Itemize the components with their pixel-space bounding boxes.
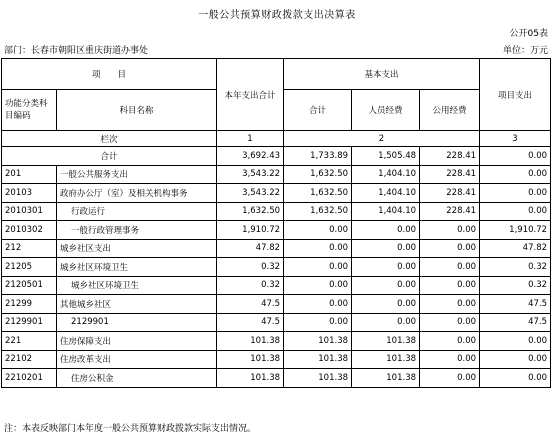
- project-cell: 47.82: [480, 239, 551, 258]
- table-row: [2, 313, 551, 332]
- subtotal-cell: 0.00: [284, 313, 352, 332]
- project-cell: 1,910.72: [480, 221, 551, 240]
- code-cell: 21299: [2, 295, 57, 314]
- code-cell: 2120501: [2, 276, 57, 295]
- subject-name-cell: 2129901: [57, 313, 217, 332]
- code-cell: 221: [2, 332, 57, 351]
- header-item: 项 目: [2, 59, 217, 90]
- table-row: [2, 332, 551, 351]
- code-cell: 212: [2, 239, 57, 258]
- total-cell: 0.32: [217, 258, 284, 277]
- subtotal-cell: 1,632.50: [284, 184, 352, 203]
- subtotal-cell: 1,632.50: [284, 202, 352, 221]
- public-cell: 0.00: [420, 313, 480, 332]
- personnel-cell: 101.38: [352, 369, 420, 388]
- total-cell: 101.38: [217, 350, 284, 369]
- column-number-2: 2: [284, 131, 480, 147]
- header-subject-name: 科目名称: [57, 90, 217, 131]
- project-cell: 0.00: [480, 202, 551, 221]
- table-row: [2, 369, 551, 388]
- table-row: [2, 221, 551, 240]
- public-cell: 228.41: [420, 147, 480, 166]
- public-cell: 0.00: [420, 350, 480, 369]
- subject-name-cell: 住房公积金: [57, 369, 217, 388]
- subject-name-cell: 一般行政管理事务: [57, 221, 217, 240]
- unit-label: 单位：万元: [502, 46, 548, 56]
- header-basic: 基本支出: [284, 59, 480, 90]
- personnel-cell: 101.38: [352, 350, 420, 369]
- code-cell: 22102: [2, 350, 57, 369]
- header-subtotal: 合计: [284, 90, 352, 131]
- subtotal-cell: 101.38: [284, 332, 352, 351]
- subtotal-cell: 1,632.50: [284, 165, 352, 184]
- subtotal-cell: 0.00: [284, 221, 352, 240]
- personnel-cell: 0.00: [352, 239, 420, 258]
- total-cell: 47.82: [217, 239, 284, 258]
- subject-name-cell: 住房保障支出: [57, 332, 217, 351]
- subtotal-cell: 0.00: [284, 295, 352, 314]
- subject-name-cell: 一般公共服务支出: [57, 165, 217, 184]
- table-row: [2, 184, 551, 203]
- total-cell: 3,543.22: [217, 165, 284, 184]
- form-code: 公开05表: [509, 29, 548, 39]
- expenditure-table: [1, 58, 551, 388]
- table-row: [2, 239, 551, 258]
- code-cell: 201: [2, 165, 57, 184]
- total-cell: 101.38: [217, 369, 284, 388]
- subtotal-cell: 1,733.89: [284, 147, 352, 166]
- project-cell: 0.00: [480, 147, 551, 166]
- total-cell: 0.32: [217, 276, 284, 295]
- personnel-cell: 1,404.10: [352, 184, 420, 203]
- project-cell: 47.5: [480, 295, 551, 314]
- total-cell: 1,632.50: [217, 202, 284, 221]
- subject-name-cell: 城乡社区支出: [57, 239, 217, 258]
- column-number-row: [2, 131, 551, 147]
- public-cell: 0.00: [420, 369, 480, 388]
- project-cell: 47.5: [480, 313, 551, 332]
- total-cell: 101.38: [217, 332, 284, 351]
- header-public: 公用经费: [420, 90, 480, 131]
- public-cell: 0.00: [420, 295, 480, 314]
- subject-name-cell: 行政运行: [57, 202, 217, 221]
- header-total: 本年支出合计: [217, 59, 284, 131]
- project-cell: 0.32: [480, 276, 551, 295]
- column-number-3: 3: [480, 131, 551, 147]
- subtotal-cell: 0.00: [284, 239, 352, 258]
- project-cell: 0.00: [480, 350, 551, 369]
- subject-name-cell: 城乡社区环境卫生: [57, 276, 217, 295]
- header-personnel: 人员经费: [352, 90, 420, 131]
- public-cell: 228.41: [420, 165, 480, 184]
- subject-name-cell: 住房改革支出: [57, 350, 217, 369]
- table-row: [2, 258, 551, 277]
- project-cell: 0.00: [480, 369, 551, 388]
- table-row: [2, 202, 551, 221]
- subtotal-cell: 0.00: [284, 276, 352, 295]
- subtotal-cell: 0.00: [284, 258, 352, 277]
- public-cell: 0.00: [420, 276, 480, 295]
- personnel-cell: 0.00: [352, 258, 420, 277]
- public-cell: 228.41: [420, 184, 480, 203]
- total-label: 合计: [2, 147, 217, 166]
- department-label: 部门：长春市朝阳区重庆街道办事处: [4, 46, 149, 56]
- table-row: [2, 276, 551, 295]
- public-cell: 0.00: [420, 258, 480, 277]
- personnel-cell: 101.38: [352, 332, 420, 351]
- personnel-cell: 0.00: [352, 221, 420, 240]
- subject-name-cell: 城乡社区环境卫生: [57, 258, 217, 277]
- header-project: 项目支出: [480, 59, 551, 131]
- total-cell: 1,910.72: [217, 221, 284, 240]
- project-cell: 0.00: [480, 165, 551, 184]
- column-number-label: 栏次: [2, 131, 217, 147]
- code-cell: 2010302: [2, 221, 57, 240]
- subtotal-cell: 101.38: [284, 350, 352, 369]
- personnel-cell: 1,404.10: [352, 202, 420, 221]
- project-cell: 0.00: [480, 184, 551, 203]
- public-cell: 0.00: [420, 239, 480, 258]
- project-cell: 0.32: [480, 258, 551, 277]
- personnel-cell: 1,505.48: [352, 147, 420, 166]
- header-row-1: [2, 59, 551, 90]
- header-func-code: 功能分类科目编码: [2, 90, 57, 131]
- table-row: [2, 295, 551, 314]
- personnel-cell: 0.00: [352, 276, 420, 295]
- column-number-1: 1: [217, 131, 284, 147]
- personnel-cell: 0.00: [352, 295, 420, 314]
- page-title: 一般公共预算财政拨款支出决算表: [198, 10, 356, 21]
- public-cell: 0.00: [420, 221, 480, 240]
- total-cell: 47.5: [217, 313, 284, 332]
- personnel-cell: 1,404.10: [352, 165, 420, 184]
- total-cell: 47.5: [217, 295, 284, 314]
- subject-name-cell: 政府办公厅（室）及相关机构事务: [57, 184, 217, 203]
- table-row: [2, 350, 551, 369]
- footnote: 注：本表反映部门本年度一般公共预算财政拨款实际支出情况。: [4, 424, 257, 434]
- subject-name-cell: 其他城乡社区: [57, 295, 217, 314]
- code-cell: 21205: [2, 258, 57, 277]
- personnel-cell: 0.00: [352, 313, 420, 332]
- total-cell: 3,692.43: [217, 147, 284, 166]
- total-row: [2, 147, 551, 166]
- subtotal-cell: 101.38: [284, 369, 352, 388]
- public-cell: 0.00: [420, 332, 480, 351]
- public-cell: 228.41: [420, 202, 480, 221]
- code-cell: 2010301: [2, 202, 57, 221]
- total-cell: 3,543.22: [217, 184, 284, 203]
- table-row: [2, 165, 551, 184]
- code-cell: 20103: [2, 184, 57, 203]
- code-cell: 2129901: [2, 313, 57, 332]
- project-cell: 0.00: [480, 332, 551, 351]
- code-cell: 2210201: [2, 369, 57, 388]
